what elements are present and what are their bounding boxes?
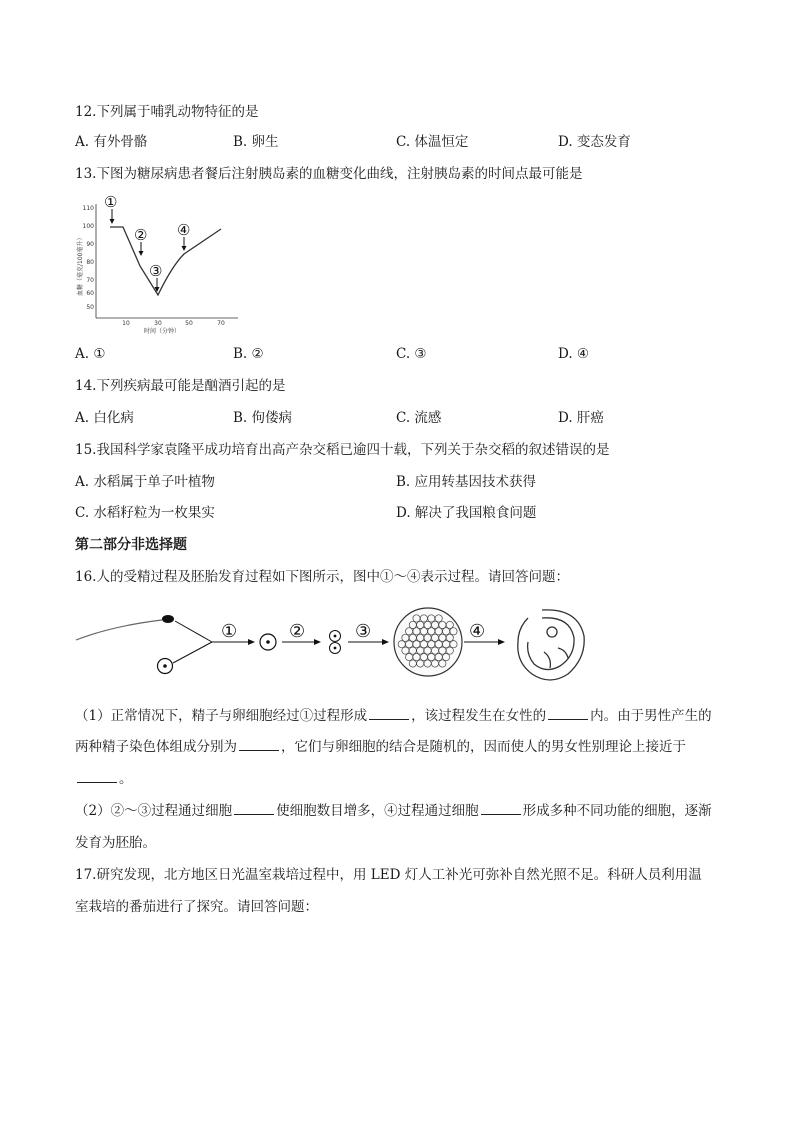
q16-p2-c: 形成多种不同功能的细胞，逐渐 xyxy=(522,803,712,819)
section-title: 第二部分非选择题 xyxy=(75,537,187,553)
y-tick: 110 xyxy=(82,205,94,212)
q14-stem: 14.下列疾病最可能是酗酒引起的是 xyxy=(75,378,286,394)
sperm-head xyxy=(162,615,174,623)
q12-option-d: D. 变态发育 xyxy=(558,134,631,150)
answer-blank[interactable] xyxy=(77,770,117,783)
y-tick: 90 xyxy=(86,241,94,248)
q14-option-d: D. 肝癌 xyxy=(558,410,604,426)
q12-option-b: B. 卵生 xyxy=(233,134,279,150)
marker-1: ① xyxy=(104,193,118,211)
answer-blank[interactable] xyxy=(481,802,521,815)
q16-part1-line2 xyxy=(75,738,686,756)
q12-option-a: A. 有外骨骼 xyxy=(75,134,148,150)
q13-option-d: D. ④ xyxy=(558,346,590,362)
x-tick: 10 xyxy=(122,320,130,327)
q16-stem: 16.人的受精过程及胚胎发育过程如下图所示，图中①～④表示过程。请回答问题： xyxy=(75,569,569,585)
q15-option-d: D. 解决了我国粮食问题 xyxy=(396,505,537,521)
y-axis-label: 血糖（毫克/100毫升） xyxy=(77,234,84,296)
answer-blank[interactable] xyxy=(548,707,588,720)
step-2-label: ② xyxy=(289,621,306,642)
sperm-tail xyxy=(76,620,162,640)
embryo xyxy=(518,610,584,680)
q16-part1-line1 xyxy=(75,707,712,725)
q16-part2-line1 xyxy=(75,802,712,820)
step-4-label: ④ xyxy=(469,621,486,642)
q16-part2-line2: 发育为胚胎。 xyxy=(75,835,156,851)
q15-option-c: C. 水稻籽粒为一枚果实 xyxy=(75,505,215,521)
q12-stem: 12.下列属于哺乳动物特征的是 xyxy=(75,104,259,120)
q16-p1-c: 内。由于男性产生的 xyxy=(590,708,712,724)
two-cell-stage xyxy=(330,631,341,654)
q17-line1: 17.研究发现，北方地区日光温室栽培过程中，用 LED 灯人工补光可弥补自然光照不足。科研人员利用温 xyxy=(75,867,702,883)
q15-option-b: B. 应用转基因技术获得 xyxy=(396,474,537,490)
q13-stem: 13.下图为糖尿病患者餐后注射胰岛素的血糖变化曲线，注射胰岛素的时间点最可能是 xyxy=(75,166,583,182)
answer-blank[interactable] xyxy=(239,738,279,751)
q17-line2: 室栽培的番茄进行了探究。请回答问题： xyxy=(75,899,318,915)
q16-p2-a: （2）②～③过程通过细胞 xyxy=(75,803,233,819)
y-tick: 50 xyxy=(86,304,94,311)
q12-option-c: C. 体温恒定 xyxy=(396,134,469,150)
marker-2: ② xyxy=(134,226,148,244)
q16-p2-b: 使细胞数目增多，④过程通过细胞 xyxy=(276,803,479,819)
q13-option-a: A. ① xyxy=(75,346,106,362)
y-tick: 70 xyxy=(86,277,94,284)
blood-glucose-chart xyxy=(72,192,242,337)
y-tick: 60 xyxy=(86,290,94,297)
x-tick: 50 xyxy=(185,320,193,327)
y-tick-labels xyxy=(83,205,95,311)
q15-stem: 15.我国科学家袁隆平成功培育出高产杂交稻已逾四十载，下列关于杂交稻的叙述错误的是 xyxy=(75,442,610,458)
q16-p1-b: ，该过程发生在女性的 xyxy=(411,708,547,724)
q16-p1-line3: 。 xyxy=(119,771,133,787)
marker-4: ④ xyxy=(177,221,191,239)
step-1-label: ① xyxy=(221,621,238,642)
x-tick: 30 xyxy=(154,320,162,327)
q13-option-c: C. ③ xyxy=(396,346,427,362)
q14-option-b: B. 佝偻病 xyxy=(233,410,293,426)
glucose-curve xyxy=(110,227,221,295)
q16-p1-line2-a: 两种精子染色体组成分别为 xyxy=(75,739,237,755)
marker-3: ③ xyxy=(149,262,163,280)
answer-blank[interactable] xyxy=(369,707,409,720)
q14-option-a: A. 白化病 xyxy=(75,410,134,426)
cell-ball xyxy=(394,608,462,676)
q16-part1-line3 xyxy=(75,770,133,788)
answer-blank[interactable] xyxy=(234,802,274,815)
step-3-label: ③ xyxy=(355,621,372,642)
x-tick: 70 xyxy=(217,320,225,327)
q14-option-c: C. 流感 xyxy=(396,410,442,426)
q16-p1-line2-b: ，它们与卵细胞的结合是随机的，因而使人的男女性别理论上接近于 xyxy=(281,739,686,755)
q13-option-b: B. ② xyxy=(233,346,264,362)
y-tick: 100 xyxy=(82,223,94,230)
x-axis-label: 时间（分钟） xyxy=(143,328,181,335)
q15-option-a: A. 水稻属于单子叶植物 xyxy=(75,474,215,490)
q16-p1-a: （1）正常情况下，精子与卵细胞经过①过程形成 xyxy=(75,708,368,724)
fertilization-diagram xyxy=(72,600,612,690)
y-tick: 80 xyxy=(86,259,94,266)
